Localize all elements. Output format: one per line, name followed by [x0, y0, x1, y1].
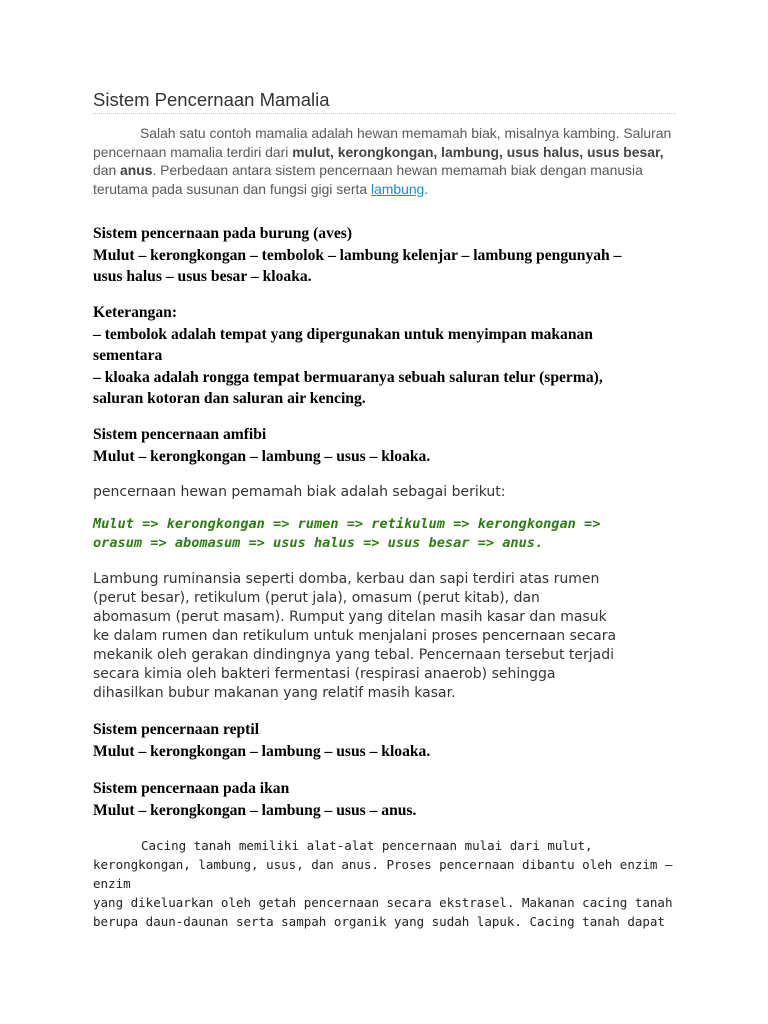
keterangan-item-1-line-1: – tembolok adalah tempat yang dipergunakan untuk menyimpan makanan — [93, 325, 593, 343]
section-keterangan — [93, 302, 683, 410]
ruminansia-line: (perut besar), retikulum (perut jala), omasum (perut kitab), dan — [93, 590, 540, 606]
amfibi-heading: Sistem pencernaan amfibi — [93, 426, 267, 443]
amfibi-path: Mulut – kerongkongan – lambung – usus – kloaka. — [93, 447, 431, 465]
ikan-path: Mulut – kerongkongan – lambung – usus – anus. — [93, 801, 417, 819]
keterangan-item-2-line-2: saluran kotoran dan saluran air kencing. — [93, 390, 366, 407]
intro-paragraph — [93, 124, 683, 198]
ruminansia-line: secara kimia oleh bakteri fermentasi (respirasi anaerob) sehingga — [93, 666, 556, 682]
reptil-path: Mulut – kerongkongan – lambung – usus – kloaka. — [93, 742, 431, 760]
lambung-link[interactable]: lambung — [371, 180, 425, 197]
keterangan-item-2-line-1: – kloaka adalah rongga tempat bermuaranya sebuah saluran telur (sperma), — [93, 368, 603, 386]
cacing-line: Cacing tanah memiliki alat-alat pencernaan mulai dari mulut, — [141, 838, 593, 853]
cacing-line: kerongkongan, lambung, usus, dan anus. Proses pencernaan dibantu oleh enzim – — [93, 857, 673, 872]
section-amfibi — [93, 424, 683, 467]
section-reptil — [93, 719, 683, 762]
cacing-line: enzim — [93, 876, 131, 891]
cacing-line: yang dikeluarkan oleh getah pencernaan secara ekstrasel. Makanan cacing tanah — [93, 895, 673, 910]
ruminansia-line: mekanik oleh gerakan dindingnya yang tebal. Pencernaan tersebut terjadi — [93, 647, 614, 663]
intro-text-2: . Perbedaan antara sistem pencernaan hewan memamah biak dengan manusia terutama pada susunan dan fungsi gigi serta — [93, 162, 643, 197]
pemamah-biak-path — [93, 515, 693, 552]
reptil-heading: Sistem pencernaan reptil — [93, 721, 260, 738]
ruminansia-line: Lambung ruminansia seperti domba, kerbau dan sapi terdiri atas rumen — [93, 571, 600, 587]
intro-text-dan: dan — [93, 162, 121, 178]
burung-path-line-2: usus halus – usus besar – kloaka. — [93, 268, 312, 285]
intro-anus-bold: anus — [120, 162, 153, 178]
ruminansia-line: dihasilkan bubur makanan yang relatif masih kasar. — [93, 685, 456, 701]
title-divider — [93, 113, 676, 114]
section-ikan — [93, 778, 683, 821]
ikan-heading: Sistem pencernaan pada ikan — [93, 780, 290, 797]
pemamah-biak-path-line-1: Mulut => kerongkongan => rumen => retikulum => kerongkongan => — [93, 516, 601, 532]
intro-organs-bold: mulut, kerongkongan, lambung, usus halus, usus besar, — [292, 143, 664, 160]
pemamah-biak-path-line-2: orasum => abomasum => usus halus => usus besar => anus. — [93, 534, 544, 551]
ruminansia-line: ke dalam rumen dan retikulum untuk menjalani proses pencernaan secara — [93, 628, 617, 644]
burung-path-line-1: Mulut – kerongkongan – tembolok – lambung kelenjar – lambung pengunyah – — [93, 246, 622, 264]
article-title: Sistem Pencernaan Mamalia — [93, 89, 330, 110]
cacing-paragraph — [93, 836, 683, 931]
lambung-ruminansia-paragraph — [93, 570, 683, 703]
intro-text-end: . — [424, 180, 429, 197]
intro-text-1: Salah satu contoh mamalia adalah hewan memamah biak, misalnya kambing. Saluran pencernaan mamalia terdiri dari — [93, 125, 672, 160]
ruminansia-line: abomasum (perut masam). Rumput yang ditelan masih kasar dan masuk — [93, 609, 607, 625]
burung-heading: Sistem pencernaan pada burung (aves) — [93, 225, 353, 242]
keterangan-item-1-line-2: sementara — [93, 347, 163, 364]
keterangan-heading: Keterangan: — [93, 304, 178, 321]
cacing-line: berupa daun-daunan serta sampah organik yang sudah lapuk. Cacing tanah dapat — [93, 914, 665, 929]
pemamah-biak-intro: pencernaan hewan pemamah biak adalah sebagai berikut: — [93, 484, 506, 500]
section-burung — [93, 223, 683, 288]
